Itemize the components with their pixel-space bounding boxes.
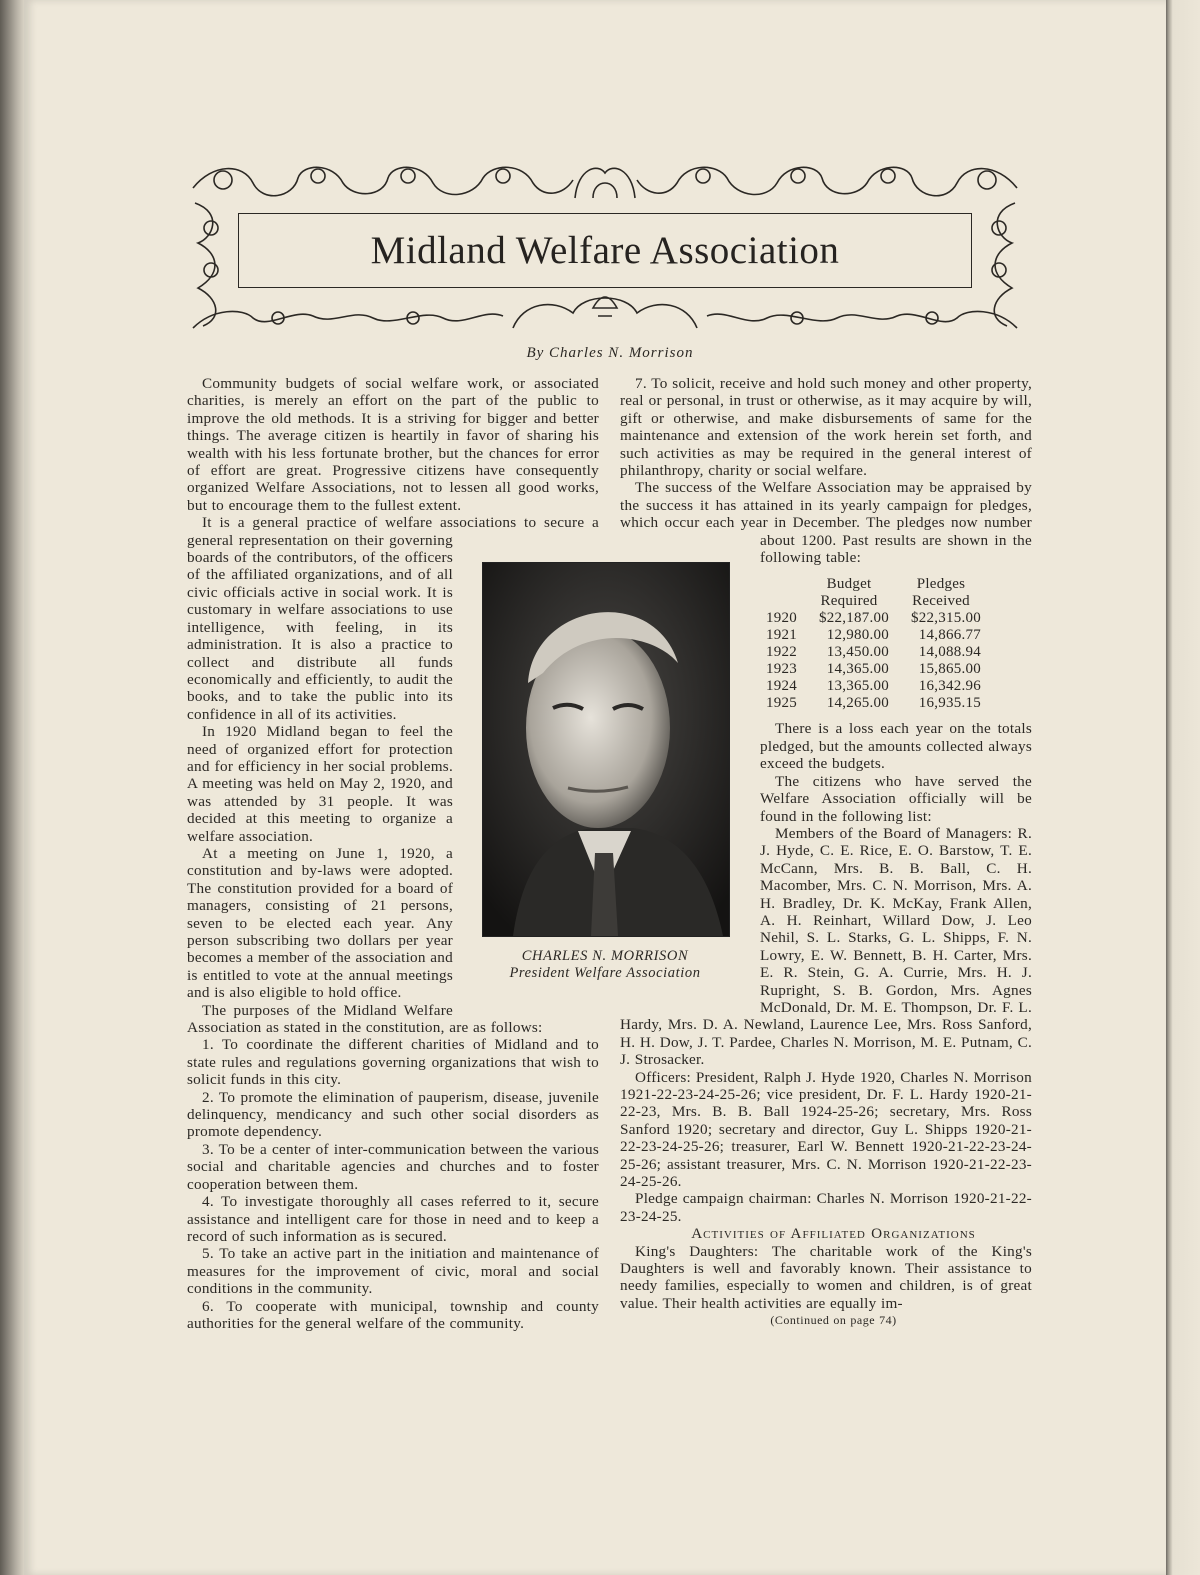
header-budget: Budget Required: [820, 576, 878, 610]
paragraph: There is a loss each year on the totals pledged, but the amounts collected always exceed the budgets.: [760, 720, 1032, 773]
cell-budget: 12,980.00: [826, 627, 889, 644]
cell-pledges: 16,342.96: [918, 678, 981, 695]
table-row: [760, 661, 987, 678]
cell-year: 1921: [766, 627, 797, 644]
page-binding-edge: [0, 0, 24, 1575]
table-row: [760, 627, 987, 644]
purpose-item: 6. To cooperate with municipal, township and county authorities for the general welfare of the community.: [187, 1297, 599, 1332]
cell-pledges: 15,865.00: [918, 661, 981, 678]
header-year: [760, 576, 803, 610]
cell-pledges: $22,315.00: [911, 610, 981, 627]
caption-title: President Welfare Association: [509, 965, 701, 981]
cell-year: 1920: [766, 610, 797, 627]
paragraph: It is a general practice of welfare associations to secure a general representation on their governing boards of the contributors, of the officers of the affiliated organizations, and of all civic officials active in social work. It is customary in welfare associations to use intelligence, with feeling, in its administration. It is also a practice to collect and distribute all funds economically and efficiently, to audit the books, and to take the public into its confidence in all of its activities.: [187, 514, 599, 723]
paragraph: King's Daughters: The charitable work of the King's Daughters is well and favorably known. Their assistance to needy families, especially to women and children, is of great value. Their health activities are equally im-: [620, 1242, 1032, 1312]
cell-year: 1923: [766, 661, 797, 678]
cell-budget: 14,265.00: [826, 695, 889, 712]
table-row: [760, 695, 987, 712]
article-title: Midland Welfare Association: [370, 229, 840, 272]
caption-name: CHARLES N. MORRISON: [521, 948, 689, 964]
table-row: [760, 644, 987, 661]
portrait-photo: [482, 562, 730, 937]
portrait-image: [483, 563, 729, 936]
table-row: [760, 678, 987, 695]
paragraph: The purposes of the Midland Welfare Association as stated in the constitution, are as follows:: [187, 1001, 543, 1037]
cell-budget: 13,450.00: [826, 644, 889, 661]
paragraph: The success of the Welfare Association may be appraised by the success it has attained in its yearly campaign for pledges, which occur each year in December. The pledges now number about 1200. Past results are shown in the following table:: [620, 479, 1032, 567]
table-row: [760, 610, 987, 627]
paragraph: Pledge campaign chairman: Charles N. Morrison 1920-21-22-23-24-25.: [620, 1190, 1032, 1225]
paragraph: The citizens who have served the Welfare Association officially will be found in the following list:: [760, 772, 1032, 825]
purpose-item: 3. To be a center of inter-communication between the various social and charitable agencies and churches and to foster cooperation between them.: [187, 1140, 599, 1193]
section-heading: Activities of Affiliated Organizations: [691, 1225, 976, 1243]
photo-caption: [470, 948, 740, 982]
purpose-item: 2. To promote the elimination of pauperism, disease, juvenile delinquency, mendicancy and such other social disorders as promote dependency.: [187, 1088, 599, 1141]
cell-pledges: 14,866.77: [918, 627, 981, 644]
cell-pledges: 16,935.15: [918, 695, 981, 712]
cell-year: 1925: [766, 695, 797, 712]
budget-pledges-table: [760, 576, 987, 712]
byline: By Charles N. Morrison: [526, 345, 694, 361]
purpose-item: 1. To coordinate the different charities of Midland and to state rules and regulations governing organizations that wish to solicit funds in this city.: [187, 1036, 599, 1089]
purpose-item: 5. To take an active part in the initiation and maintenance of measures for the improvement of civic, moral and social conditions in the community.: [187, 1245, 599, 1298]
purpose-item: 7. To solicit, receive and hold such money and other property, real or personal, in trust or otherwise, as it may acquire by will, gift or otherwise, and make disbursements of same for the maintenance and extension of the work herein set forth, and such activities as may be required in the general interest of philanthropy, charity or social welfare.: [620, 375, 1032, 480]
cell-budget: 13,365.00: [826, 678, 889, 695]
paragraph: Community budgets of social welfare work, or associated charities, is merely an effort on the part of the public to improve the old methods. It is a striving for bigger and better things. The average citizen is heartily in favor of sharing his wealth with his less fortunate brother, but the chances for error of effort are great. Progressive citizens have consequently organized Welfare Associations, not to lessen all good works, but to encourage them to the fullest extent.: [187, 375, 599, 514]
header-pledges: Pledges Received: [912, 576, 970, 610]
cell-year: 1922: [766, 644, 797, 661]
paragraph: In 1920 Midland began to feel the need of organized effort for protection and for efficiency in her social problems. A meeting was held on May 2, 1920, and was attended by 31 people. It was decided at this meeting to organize a welfare association.: [187, 723, 453, 845]
officers-list: Officers: President, Ralph J. Hyde 1920, Charles N. Morrison 1921-22-23-24-25-26; vice president, Dr. F. L. Hardy 1920-21-22-23, Mrs. B. B. Ball 1924-25-26; secretary, Mrs. Ross Sanford 1920; secretary and director, Guy L. Shipps 1920-21-22-23-24-25-26; treasurer, Earl W. Bennett 1920-21-22-23-24-25-26; assistant treasurer, Mrs. C. N. Morrison 1920-21-22-23-24-25-26.: [620, 1068, 1032, 1191]
continued-note: (Continued on page 74): [770, 1313, 897, 1328]
purpose-item: 4. To investigate thoroughly all cases referred to it, secure assistance and intelligent care for those in need and to keep a record of such information as is secured.: [187, 1193, 599, 1245]
cell-budget: $22,187.00: [819, 610, 889, 627]
title-box: [238, 213, 972, 288]
cell-pledges: 14,088.94: [918, 644, 981, 661]
board-members-list: Members of the Board of Managers: R. J. Hyde, C. E. Rice, E. O. Barstow, T. E. McCann, Mrs. B. B. Ball, C. H. Macomber, Mrs. C. N. Morrison, Mrs. A. H. Bradley, Dr. K. McKay, Frank Allen, A. H. Reinhart, Willard Dow, J. Leo Nehil, S. L. Starks, G. L. Shipps, F. N. Lowry, E. W. Bennett, B. H. Carter, Mrs. E. R. Stein, G. A. Currie, Mrs. H. J. Rupright, S. B. Gordon, Mrs. Agnes McDonald, Dr. M. E. Thompson, Dr. F. L. Hardy, Mrs. D. A. Newland, Laurence Lee, Mrs. Ross Sanford, H. H. Dow, J. T. Pardee, Charles N. Morrison, M. E. Putnam, C. J. Strosacker.: [620, 824, 1032, 1069]
next-page-edge: [1166, 0, 1200, 1575]
cell-budget: 14,365.00: [826, 661, 889, 678]
table-header-row: [760, 576, 987, 610]
paragraph: At a meeting on June 1, 1920, a constitution and by-laws were adopted. The constitution provided for a board of managers, consisting of 21 persons, seven to be elected each year. Any person subscribing two dollars per year becomes a member of the association and is entitled to vote at the annual meetings and is also eligible to hold office.: [187, 844, 453, 1002]
cell-year: 1924: [766, 678, 797, 695]
